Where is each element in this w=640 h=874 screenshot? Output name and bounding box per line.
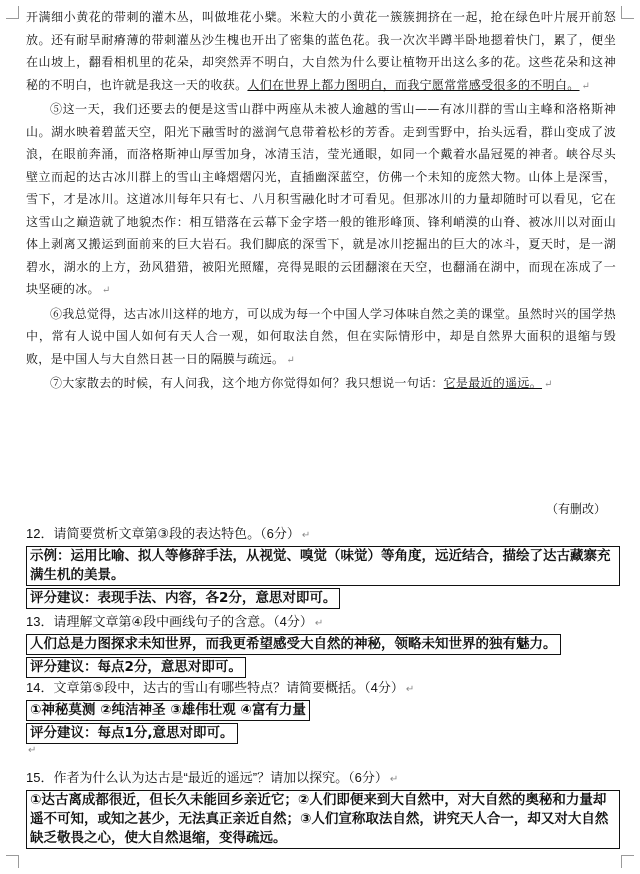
article-body [26, 6, 616, 397]
question-prompt: 15．作者为什么认为达古是“最近的遥远”？请加以探究。（6分） ↵ [26, 770, 399, 785]
scoring-note: 评分建议：每点1分,意思对即可。 [26, 723, 238, 744]
paragraph-4-tail: 开满细小黄花的带刺的灌木丛，叫做堆花小檗。米粒大的小黄花一簇簇拥挤在一起，抢在绿色叶片展开前怒放。还有耐旱耐瘠薄的带刺灌丛沙生槐也开出了密集的蓝色花。我一次次半蹲半卧地摁着快门，累了，便坐在山坡上，翻看相机里的花朵，却突然弄不明白，大自然为什么要让植物开出这么多的花。这些花朵和这神秘的不明白，也许就是我这一天的收获。人们在世界上都力图明白，而我宁愿常常感受很多的不明白。 ↵ [26, 10, 616, 92]
page-corner-mark [621, 6, 634, 19]
paragraph-6: ⑥我总觉得，达古冰川这样的地方，可以成为每一个中国人学习体味自然之美的课堂。虽然时兴的国学热中，常有人说中国人如何有天人合一观，如何取法自然，但在实际情形中，却是自然界大面积的退缩与毁败，是中国人与大自然日甚一日的隔膜与疏远。 ↵ [26, 306, 616, 366]
page-corner-mark [621, 855, 634, 868]
answer-box: 人们总是力图探求未知世界，而我更希望感受大自然的神秘，领略未知世界的独有魅力。 [26, 634, 561, 655]
source-note: （有删改） [545, 502, 606, 516]
scoring-note: 评分建议：每点2分，意思对即可。 [26, 657, 246, 678]
page-corner-mark [6, 855, 19, 868]
scoring-note: 评分建议：表现手法、内容，各2分，意思对即可。 [26, 588, 340, 609]
underlined-sentence: 人们在世界上都力图明白，而我宁愿常常感受很多的不明白。 [247, 77, 580, 92]
page-corner-mark [6, 6, 19, 19]
paragraph-5: ⑤这一天，我们还要去的便是这雪山群中两座从未被人逾越的雪山——有冰川群的雪山主峰和洛格斯神山。湖水映着碧蓝天空，阳光下融雪时的滋润气息带着松杉的芳香。走到雪野中，抬头远看，群山变成了波浪，在眼前奔涌，而洛格斯神山厚雪加身，冰清玉洁，莹光通眼，如同一个戴着水晶冠冕的神者。峡谷尽头壁立而起的达古冰川群上的雪山主峰熠熠闪光，直插幽深蓝空，仿佛一个未知的庞然大物。山体上是深雪，雪下，才是冰川。这道冰川每年只有七、八月积雪融化时才可看见。但那冰川的力量却随时可以看见，它在这雪山之巅造就了地貌杰作：相互错落在云幕下金字塔一般的锥形峰顶、锋利峭漠的山脊、被冰川以对面山体上剥离又搬运到面前来的巨大岩石。我们脚底的深雪下，就是冰川挖掘出的巨大的冰斗，夏天时，是一湖碧水，湖水的上方，劲风猎猎，被阳光照耀，亮得晃眼的云团翻滚在天空，也翻涌在湖中，而现在冻成了一块坚硬的冰。 ↵ [26, 102, 616, 296]
question-12 [26, 524, 620, 611]
question-15 [26, 768, 620, 851]
question-prompt: 13．请理解文章第④段中画线句子的含意。（4分） ↵ [26, 614, 324, 629]
empty-line: ↵ [28, 745, 37, 756]
question-prompt: 14．文章第⑤段中，达古的雪山有哪些特点？请简要概括。（4分） ↵ [26, 680, 415, 695]
answer-box: ①神秘莫测 ②纯洁神圣 ③雄伟壮观 ④富有力量 [26, 700, 310, 721]
question-prompt: 12．请简要赏析文章第③段的表达特色。（6分） ↵ [26, 526, 311, 541]
answer-box: 示例：运用比喻、拟人等修辞手法，从视觉、嗅觉（味觉）等角度，远近结合，描绘了达古藏寨充满生机的美景。 [26, 546, 620, 586]
question-13 [26, 612, 620, 680]
paragraph-7: ⑦大家散去的时候，有人问我，这个地方你觉得如何？我只想说一句话：它是最近的遥远。 ↵ [50, 376, 553, 390]
question-14 [26, 678, 620, 746]
underlined-sentence: 它是最近的遥远。 [443, 376, 543, 390]
answer-box: ①达古离成都很近，但长久未能回乡亲近它；②人们即便来到大自然中，对大自然的奥秘和力量却遥不可知，或知之甚少，无法真正亲近自然；③人们宣称取法自然，讲究天人合一，却又对大自然缺乏敬畏之心，使大自然退缩，变得疏远。 [26, 790, 620, 849]
